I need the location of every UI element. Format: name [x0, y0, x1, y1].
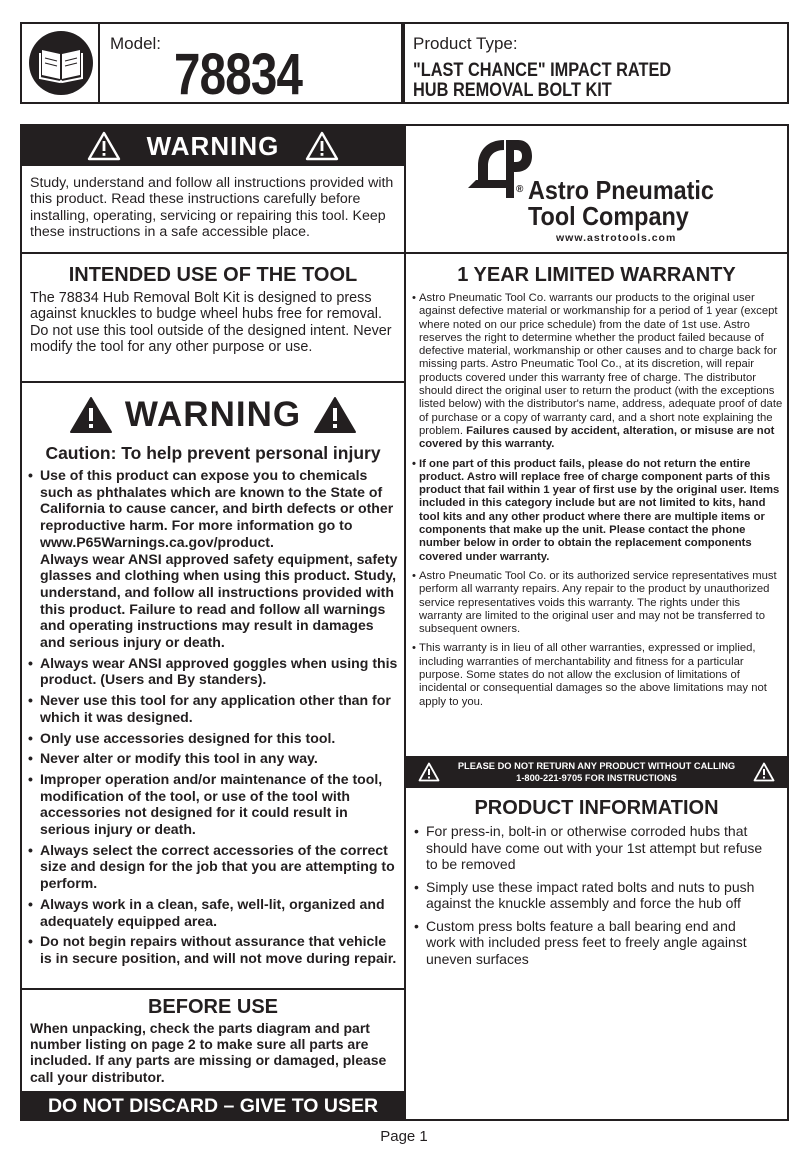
before-use-text: When unpacking, check the parts diagram and part number listing on page 2 to make sure all parts are included. If any parts are missing or damaged, please call your distributor.	[30, 1020, 387, 1085]
caution-heading: Caution: To help prevent personal injury	[45, 443, 381, 463]
product-info-title: PRODUCT INFORMATION	[474, 797, 719, 819]
warranty-p1: Astro Pneumatic Tool Co. warrants our products to the original user against defective material or workmanship for a period of 1 year (except where noted on our price schedule) from the date of 1st use. Astro reserves the right to determine whether the product failed because of defective material, workmanship or other causes and to charge back for missing parts. Astro Pneumatic Tool Co., at its discretion, will repair products covered under this warranty free of charge. The distributor should direct the original user to return the product (with the exceptions listed below) with the distributor's name, address, adequate proof of date of purchase or a copy of warranty card, and a short note explaining the problem.	[419, 292, 783, 437]
before-use-title: BEFORE USE	[147, 996, 279, 1018]
open-book-icon	[22, 24, 100, 102]
registered-mark: ®	[516, 184, 524, 195]
company-name-line2: Tool Company	[528, 201, 689, 231]
divider	[20, 252, 406, 254]
warning-title-main: WARNING	[124, 395, 302, 434]
warning-triangle-icon	[418, 762, 440, 782]
warning-triangle-icon	[305, 131, 339, 161]
intended-use-title: INTENDED USE OF THE TOOL	[68, 264, 358, 286]
company-logo	[468, 136, 768, 236]
intended-use-text: The 78834 Hub Removal Bolt Kit is designed to press against knuckles to budge wheel hubs free for removal. Do not use this tool outside of the designed intent. Never modify the tool for any other purpose or use.	[30, 290, 392, 356]
list-item: • Simply use these impact rated bolts and nuts to push against the knuckle assembly and force the hub off	[414, 879, 766, 912]
list-item: • Do not begin repairs without assurance that vehicle is in secure position, and will not move during repair.	[28, 933, 400, 966]
list-item: • Always work in a clean, safe, well-lit, organized and adequately equipped area.	[28, 896, 400, 929]
call-banner	[406, 756, 787, 788]
warning-triangle-icon	[313, 396, 357, 434]
product-type-label: Product Type:	[413, 34, 518, 53]
company-website: www.astrotools.com	[556, 232, 677, 244]
list-item: • Always wear ANSI approved goggles when using this product. (Users and By standers).	[28, 655, 400, 688]
warning-top-text: Study, understand and follow all instructions provided with this product. Read these instructions carefully before installing, operating, servicing or repairing this tool. Keep these instructions in a safe accessible place.	[30, 175, 394, 240]
model-number: 78834	[174, 42, 303, 107]
astro-ap-logo-icon	[468, 136, 534, 206]
warranty-title: 1 YEAR LIMITED WARRANTY	[457, 264, 736, 286]
manual-icon-cell	[22, 24, 100, 102]
warning-title-top: WARNING	[146, 130, 280, 161]
warranty-p4: • This warranty is in lieu of all other warranties, expressed or implied, including warranties of merchantability and fitness for a particular purpose. Some states do not allow the exclusion of limitations of incidental or consequential damages so the above limitations may not apply to you.	[412, 642, 784, 708]
warning-triangle-icon	[753, 762, 775, 782]
page-number: Page 1	[380, 1128, 428, 1145]
warranty-p2: • If one part of this product fails, please do not return the entire product. Astro will replace free of charge component parts of this product that fail within 1 year of first use by the original user. Items included in this category include but are not limited to kits, hand tool kits and any other product where there are multiple items or components that make up the unit. Please contact the phone number below in order to obtain the replacement components covered under warranty.	[412, 458, 784, 564]
warranty-list	[412, 292, 784, 715]
warning-item-1: Use of this product can expose you to chemicals such as phthalates which are known to the State of California to cause cancer, and birth defects or other reproductive harm. For more information go to www.P65Warnings.ca.gov/product.	[40, 467, 394, 550]
product-info-list	[414, 823, 766, 973]
list-item	[28, 467, 400, 651]
list-item: • Never use this tool for any application other than for which it was designed.	[28, 692, 400, 725]
warning-list	[28, 467, 400, 971]
call-banner-line1: PLEASE DO NOT RETURN ANY PRODUCT WITHOUT CALLING	[457, 761, 736, 771]
warning-triangle-icon	[69, 396, 113, 434]
call-banner-line2: 1-800-221-9705 FOR INSTRUCTIONS	[516, 773, 677, 783]
list-item: • Never alter or modify this tool in any way.	[28, 750, 400, 767]
call-banner-text	[440, 760, 753, 784]
warning-triangle-icon	[87, 131, 121, 161]
warranty-p1-bold: Failures caused by accident, alteration, or misuse are not covered by this warranty.	[419, 424, 775, 451]
company-name-line1: Astro Pneumatic	[528, 175, 714, 205]
list-item: • Always select the correct accessories of the correct size and design for the job that you are attempting to perform.	[28, 842, 400, 892]
warning-item-1b: Always wear ANSI approved safety equipment, safety glasses and clothing when using this product. Study, understand, and follow all instructions provided with this product. Failure to read and follow all warnings and operating instructions may result in damages and serious injury or death.	[40, 550, 398, 651]
divider	[404, 252, 789, 254]
warranty-p3: • Astro Pneumatic Tool Co. or its authorized service representatives must perform all warranty repairs. Any repair to the product by unauthorized service representatives voids this warranty. The rights under this warranty are limited to the original user and may not be transferred to subsequent owners.	[412, 570, 784, 636]
product-type-line1: "LAST CHANCE" IMPACT RATED	[413, 60, 672, 81]
discard-banner: DO NOT DISCARD – GIVE TO USER	[22, 1091, 404, 1121]
model-label: Model:	[110, 34, 162, 53]
list-item: • For press-in, bolt-in or otherwise corroded hubs that should have come out with your 1st attempt but refuse to be removed	[414, 823, 766, 873]
divider	[20, 988, 406, 990]
divider	[20, 381, 406, 383]
list-item: • Improper operation and/or maintenance of the tool, modification of the tool, or use of the tool with accessories not designed for it could result in serious injury or death.	[28, 771, 400, 838]
list-item: • Custom press bolts feature a ball bearing end and work with included press feet to freely angle against uneven surfaces	[414, 918, 766, 968]
list-item	[412, 292, 784, 452]
product-type-line2: HUB REMOVAL BOLT KIT	[413, 80, 612, 101]
list-item: • Only use accessories designed for this tool.	[28, 730, 400, 747]
warning-banner-top	[22, 126, 404, 166]
warning-banner-main	[22, 390, 404, 440]
